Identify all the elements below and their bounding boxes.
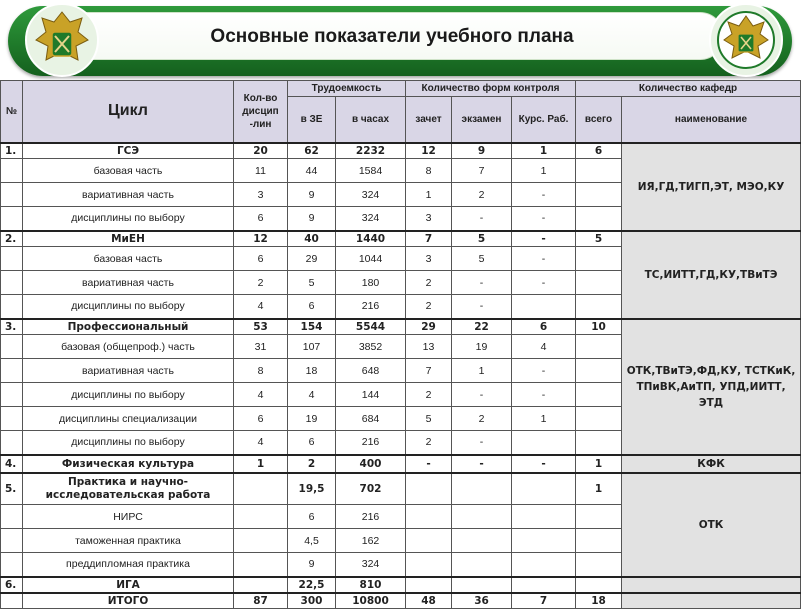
row-disc: 87 (234, 593, 288, 609)
header-num: № (1, 81, 23, 143)
row-total: 10 (576, 319, 622, 335)
row-total (576, 247, 622, 271)
row-exam (452, 553, 512, 577)
row-credit (406, 505, 452, 529)
row-total: 1 (576, 473, 622, 505)
row-exam (452, 577, 512, 593)
row-disc: 6 (234, 247, 288, 271)
row-ze: 44 (288, 159, 336, 183)
row-num (1, 183, 23, 207)
row-disc: 1 (234, 455, 288, 473)
row-credit (406, 577, 452, 593)
table-row (1, 473, 801, 505)
row-ze: 107 (288, 335, 336, 359)
row-total (576, 207, 622, 231)
row-credit: 8 (406, 159, 452, 183)
row-num: 3. (1, 319, 23, 335)
row-exam (452, 505, 512, 529)
row-num (1, 359, 23, 383)
row-exam: - (452, 455, 512, 473)
row-name: ИТОГО (23, 593, 234, 609)
row-num (1, 295, 23, 319)
row-disc: 3 (234, 183, 288, 207)
header-labor-hours: в часах (336, 97, 406, 143)
row-exam: 1 (452, 359, 512, 383)
row-disc: 2 (234, 271, 288, 295)
row-course: 1 (512, 143, 576, 159)
row-course (512, 577, 576, 593)
row-disc: 6 (234, 207, 288, 231)
row-credit: 2 (406, 383, 452, 407)
row-exam: - (452, 383, 512, 407)
header (0, 0, 800, 80)
row-course (512, 295, 576, 319)
header-cycle: Цикл (23, 81, 234, 143)
row-hours: 702 (336, 473, 406, 505)
row-ze: 62 (288, 143, 336, 159)
row-num (1, 383, 23, 407)
row-disc: 20 (234, 143, 288, 159)
row-ze: 29 (288, 247, 336, 271)
row-num: 1. (1, 143, 23, 159)
row-total: 18 (576, 593, 622, 609)
row-hours: 324 (336, 183, 406, 207)
row-total (576, 271, 622, 295)
header-depts-names: наименование (622, 97, 801, 143)
row-hours: 1044 (336, 247, 406, 271)
row-total: 1 (576, 455, 622, 473)
row-name: вариативная часть (23, 359, 234, 383)
header-labor-ze: в ЗЕ (288, 97, 336, 143)
row-name: дисциплины по выбору (23, 295, 234, 319)
row-name: базовая часть (23, 247, 234, 271)
row-disc (234, 473, 288, 505)
row-name: Профессиональный (23, 319, 234, 335)
row-exam: 2 (452, 183, 512, 207)
row-hours: 1440 (336, 231, 406, 247)
row-disc: 12 (234, 231, 288, 247)
row-course (512, 473, 576, 505)
row-credit: 2 (406, 295, 452, 319)
row-course: 4 (512, 335, 576, 359)
row-credit: 2 (406, 431, 452, 455)
row-exam: - (452, 431, 512, 455)
row-exam: 7 (452, 159, 512, 183)
row-hours: 144 (336, 383, 406, 407)
row-name: преддипломная практика (23, 553, 234, 577)
row-course (512, 529, 576, 553)
row-course: - (512, 183, 576, 207)
row-total (576, 553, 622, 577)
row-name: базовая (общепроф.) часть (23, 335, 234, 359)
row-ze: 4 (288, 383, 336, 407)
row-hours: 216 (336, 295, 406, 319)
row-ze: 2 (288, 455, 336, 473)
row-ze: 9 (288, 553, 336, 577)
customs-emblem-left-icon (22, 0, 102, 80)
row-hours: 180 (336, 271, 406, 295)
row-ze: 300 (288, 593, 336, 609)
row-ze: 22,5 (288, 577, 336, 593)
row-name: Физическая культура (23, 455, 234, 473)
row-name: ИГА (23, 577, 234, 593)
row-credit: 7 (406, 231, 452, 247)
row-disc: 11 (234, 159, 288, 183)
row-name: Практика и научно-исследовательская работа (23, 473, 234, 505)
row-ze: 19 (288, 407, 336, 431)
row-credit: 1 (406, 183, 452, 207)
row-num: 5. (1, 473, 23, 505)
row-name: дисциплины специализации (23, 407, 234, 431)
row-credit: 2 (406, 271, 452, 295)
row-num (1, 271, 23, 295)
row-exam: 9 (452, 143, 512, 159)
row-ze: 6 (288, 505, 336, 529)
row-exam (452, 473, 512, 505)
row-total: 5 (576, 231, 622, 247)
row-course: - (512, 383, 576, 407)
row-total (576, 407, 622, 431)
row-exam: 22 (452, 319, 512, 335)
row-exam: 5 (452, 231, 512, 247)
row-ze: 18 (288, 359, 336, 383)
customs-emblem-right-icon (706, 0, 786, 80)
row-course: 6 (512, 319, 576, 335)
table-row (1, 455, 801, 473)
row-disc: 31 (234, 335, 288, 359)
row-credit: 5 (406, 407, 452, 431)
row-exam: 2 (452, 407, 512, 431)
row-hours: 5544 (336, 319, 406, 335)
row-total: 6 (576, 143, 622, 159)
row-course (512, 505, 576, 529)
row-exam: 36 (452, 593, 512, 609)
dept-names: КФК (622, 455, 801, 473)
row-hours: 216 (336, 431, 406, 455)
row-course: - (512, 359, 576, 383)
row-credit: - (406, 455, 452, 473)
row-exam: - (452, 271, 512, 295)
row-exam: - (452, 207, 512, 231)
row-name: таможенная практика (23, 529, 234, 553)
row-total (576, 159, 622, 183)
header-course: Курс. Раб. (512, 97, 576, 143)
row-ze: 6 (288, 295, 336, 319)
row-course: - (512, 207, 576, 231)
row-course: - (512, 247, 576, 271)
row-hours: 324 (336, 207, 406, 231)
table-row (1, 143, 801, 159)
row-ze: 154 (288, 319, 336, 335)
row-name: вариативная часть (23, 271, 234, 295)
row-hours: 400 (336, 455, 406, 473)
row-name: вариативная часть (23, 183, 234, 207)
row-name: базовая часть (23, 159, 234, 183)
dept-names: ОТК (622, 473, 801, 577)
row-credit: 29 (406, 319, 452, 335)
row-course (512, 431, 576, 455)
row-disc (234, 505, 288, 529)
row-credit: 3 (406, 247, 452, 271)
row-hours: 216 (336, 505, 406, 529)
row-course (512, 553, 576, 577)
header-depts-total: всего (576, 97, 622, 143)
row-exam: 5 (452, 247, 512, 271)
row-course: - (512, 455, 576, 473)
row-total (576, 183, 622, 207)
row-num: 6. (1, 577, 23, 593)
row-disc (234, 529, 288, 553)
row-hours: 648 (336, 359, 406, 383)
row-disc: 4 (234, 383, 288, 407)
row-num (1, 553, 23, 577)
row-name: МиЕН (23, 231, 234, 247)
row-total (576, 505, 622, 529)
table-row (1, 319, 801, 335)
row-name: дисциплины по выбору (23, 207, 234, 231)
header-disciplines: Кол-во дисцип -лин (234, 81, 288, 143)
row-total (576, 529, 622, 553)
header-depts: Количество кафедр (576, 81, 801, 97)
row-credit: 3 (406, 207, 452, 231)
row-hours: 324 (336, 553, 406, 577)
row-credit (406, 529, 452, 553)
row-credit (406, 473, 452, 505)
row-num: 2. (1, 231, 23, 247)
page-title: Основные показатели учебного плана (210, 26, 574, 47)
row-disc (234, 553, 288, 577)
row-course: 7 (512, 593, 576, 609)
dept-names: ОТК,ТВиТЭ,ФД,КУ, ТСТКиК, ТПиВК,АиТП, УПД,ИИТТ, ЭТД (622, 319, 801, 455)
row-disc: 8 (234, 359, 288, 383)
row-ze: 19,5 (288, 473, 336, 505)
dept-names-empty (622, 577, 801, 593)
row-course: - (512, 231, 576, 247)
row-total (576, 383, 622, 407)
row-course: 1 (512, 159, 576, 183)
row-num (1, 593, 23, 609)
row-credit: 48 (406, 593, 452, 609)
row-credit: 13 (406, 335, 452, 359)
curriculum-table (0, 80, 801, 609)
row-num (1, 529, 23, 553)
row-course: 1 (512, 407, 576, 431)
row-hours: 2232 (336, 143, 406, 159)
row-exam: 19 (452, 335, 512, 359)
header-exam: экзамен (452, 97, 512, 143)
row-ze: 4,5 (288, 529, 336, 553)
row-num: 4. (1, 455, 23, 473)
row-num (1, 505, 23, 529)
row-total (576, 577, 622, 593)
row-disc: 53 (234, 319, 288, 335)
row-name: НИРС (23, 505, 234, 529)
header-labor: Трудоемкость (288, 81, 406, 97)
row-ze: 9 (288, 207, 336, 231)
row-hours: 1584 (336, 159, 406, 183)
row-credit (406, 553, 452, 577)
row-hours: 162 (336, 529, 406, 553)
row-num (1, 247, 23, 271)
row-exam (452, 529, 512, 553)
row-ze: 6 (288, 431, 336, 455)
row-disc: 4 (234, 295, 288, 319)
row-name: ГСЭ (23, 143, 234, 159)
row-total (576, 335, 622, 359)
dept-names: ИЯ,ГД,ТИГП,ЭТ, МЭО,КУ (622, 143, 801, 231)
row-credit: 12 (406, 143, 452, 159)
row-total (576, 359, 622, 383)
row-num (1, 431, 23, 455)
row-num (1, 407, 23, 431)
row-num (1, 159, 23, 183)
row-disc: 4 (234, 431, 288, 455)
row-disc (234, 577, 288, 593)
row-credit: 7 (406, 359, 452, 383)
table-row (1, 577, 801, 593)
row-total (576, 431, 622, 455)
row-num (1, 335, 23, 359)
dept-names-empty (622, 593, 801, 609)
row-num (1, 207, 23, 231)
row-total (576, 295, 622, 319)
row-exam: - (452, 295, 512, 319)
row-disc: 6 (234, 407, 288, 431)
table-row (1, 231, 801, 247)
row-hours: 810 (336, 577, 406, 593)
row-hours: 684 (336, 407, 406, 431)
dept-names: ТС,ИИТТ,ГД,КУ,ТВиТЭ (622, 231, 801, 319)
row-name: дисциплины по выбору (23, 431, 234, 455)
row-ze: 40 (288, 231, 336, 247)
row-ze: 5 (288, 271, 336, 295)
row-hours: 3852 (336, 335, 406, 359)
header-credit: зачет (406, 97, 452, 143)
row-ze: 9 (288, 183, 336, 207)
row-hours: 10800 (336, 593, 406, 609)
row-course: - (512, 271, 576, 295)
row-name: дисциплины по выбору (23, 383, 234, 407)
header-control: Количество форм контроля (406, 81, 576, 97)
table-row-total (1, 593, 801, 609)
